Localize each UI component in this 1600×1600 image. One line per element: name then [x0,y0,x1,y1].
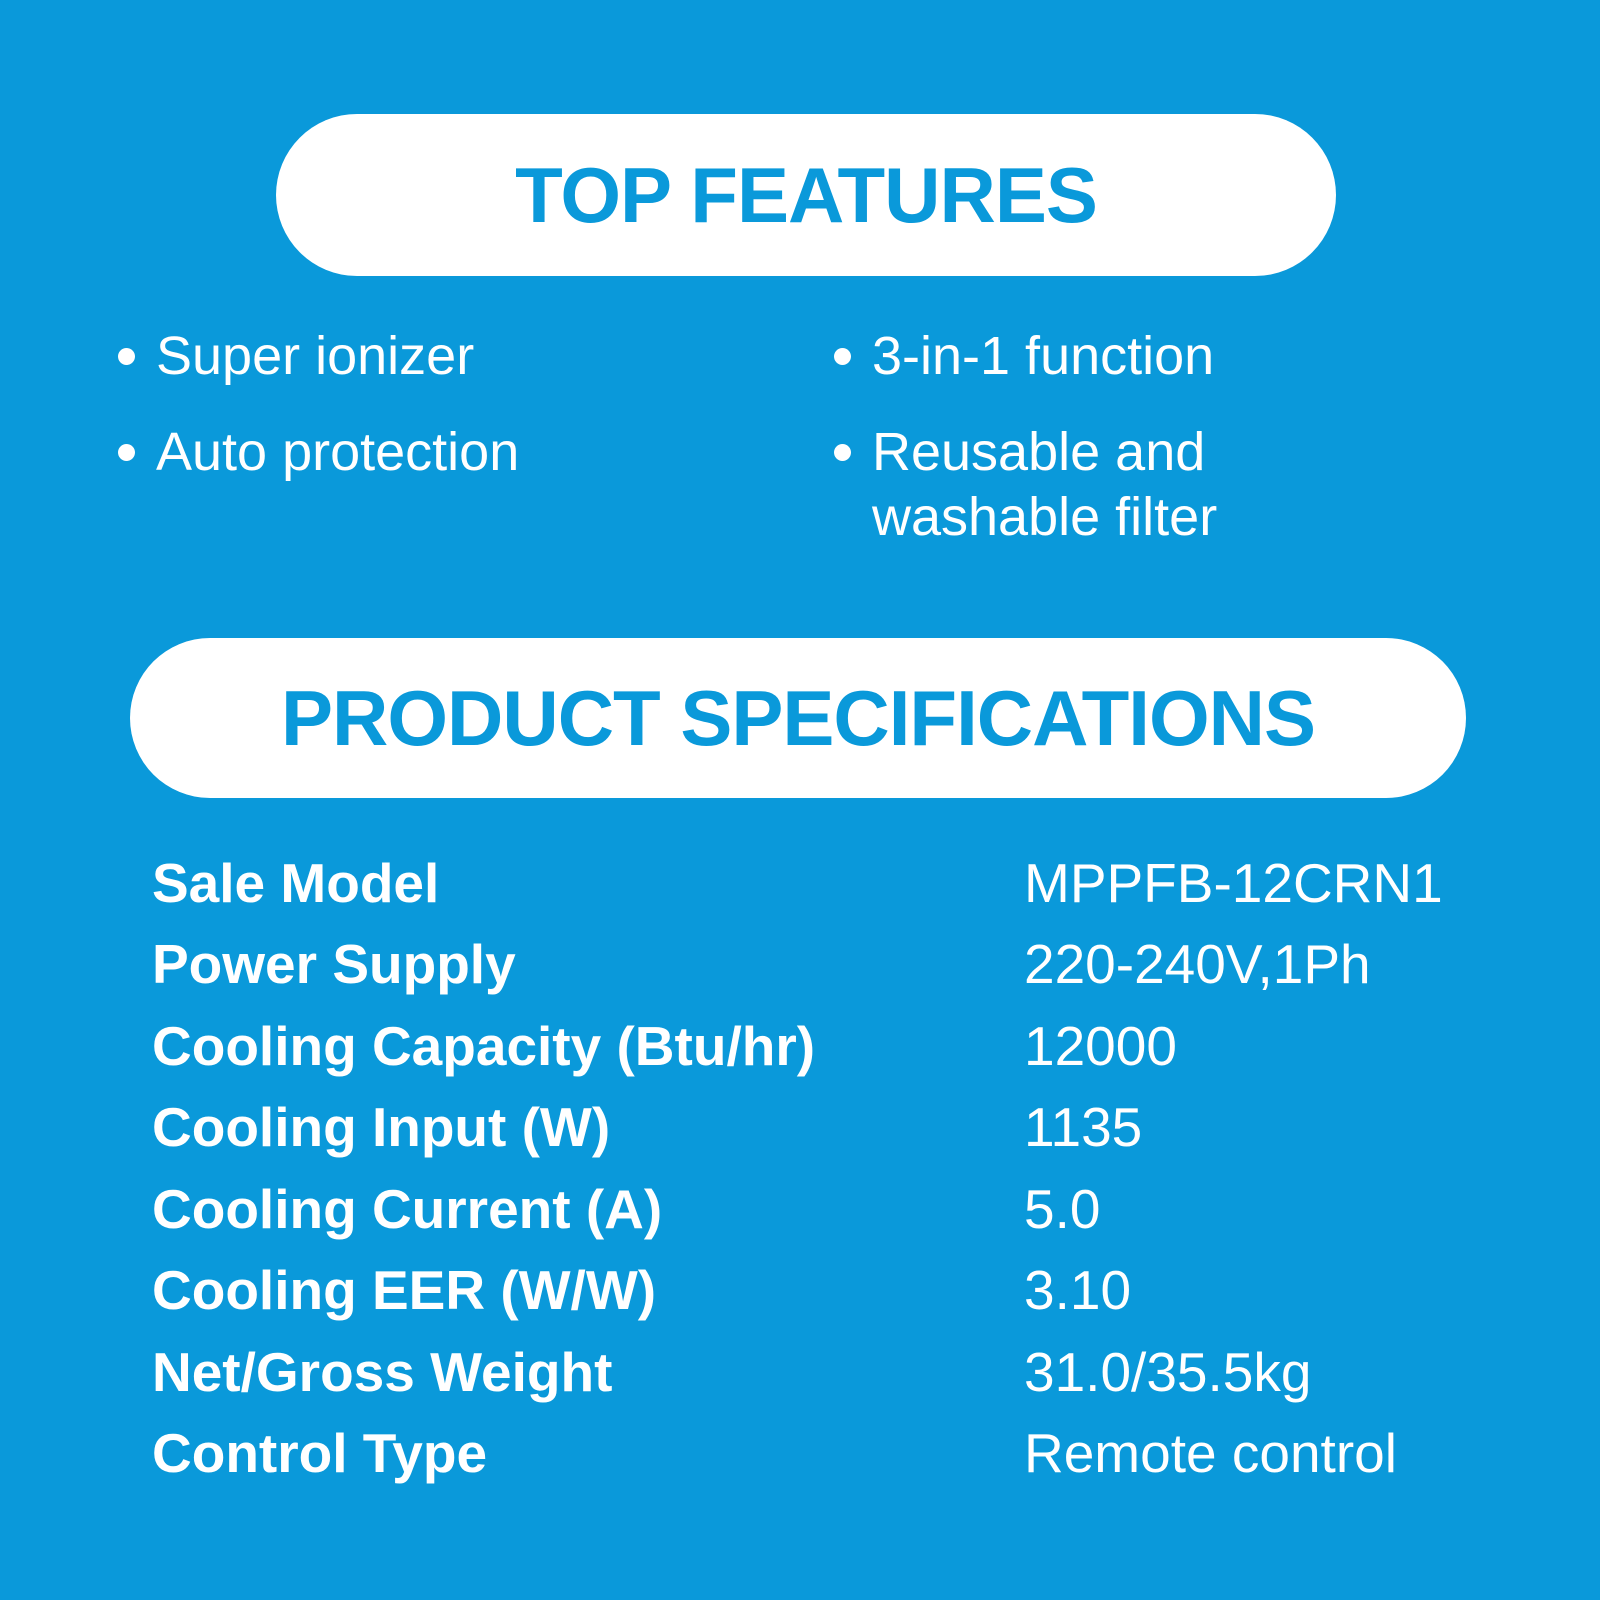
spec-label: Cooling Current (A) [152,1177,663,1240]
feature-item [116,324,736,389]
spec-label: Net/Gross Weight [152,1340,613,1403]
product-specifications-pill [130,638,1466,798]
features-column-right [832,324,1442,581]
spec-value: 12000 [1024,1014,1177,1077]
spec-label: Cooling Capacity (Btu/hr) [152,1014,816,1077]
feature-text: Auto protection [156,422,520,482]
spec-row [152,924,1480,1006]
product-specifications-title: PRODUCT SPECIFICATIONS [281,673,1315,762]
spec-label: Sale Model [152,851,440,914]
spec-value: 31.0/35.5kg [1024,1340,1312,1403]
spec-row [152,1087,1480,1169]
top-features-pill [276,114,1336,276]
spec-row [152,1250,1480,1332]
feature-item [832,324,1442,389]
bullet-icon [118,348,135,365]
feature-text: Reusable and washable filter [872,422,1218,547]
spec-row [152,1005,1480,1087]
spec-label: Cooling Input (W) [152,1096,611,1159]
features-column-left [116,324,736,516]
feature-text: 3-in-1 function [872,326,1215,386]
spec-row [152,1168,1480,1250]
spec-value: Remote control [1024,1422,1397,1485]
bullet-icon [834,444,851,461]
top-features-title: TOP FEATURES [515,150,1097,239]
specifications-table [152,842,1480,1494]
feature-text: Super ionizer [156,326,475,386]
spec-label: Cooling EER (W/W) [152,1259,657,1322]
spec-row [152,842,1480,924]
spec-row [152,1331,1480,1413]
feature-item [832,420,1442,550]
spec-value: 220-240V,1Ph [1024,933,1371,996]
spec-label: Power Supply [152,933,516,996]
spec-label: Control Type [152,1422,488,1485]
spec-value: MPPFB-12CRN1 [1024,851,1443,914]
feature-item [116,420,736,485]
spec-row [152,1413,1480,1495]
spec-value: 5.0 [1024,1177,1101,1240]
bullet-icon [834,348,851,365]
spec-value: 1135 [1024,1096,1143,1159]
bullet-icon [118,444,135,461]
spec-value: 3.10 [1024,1259,1132,1322]
